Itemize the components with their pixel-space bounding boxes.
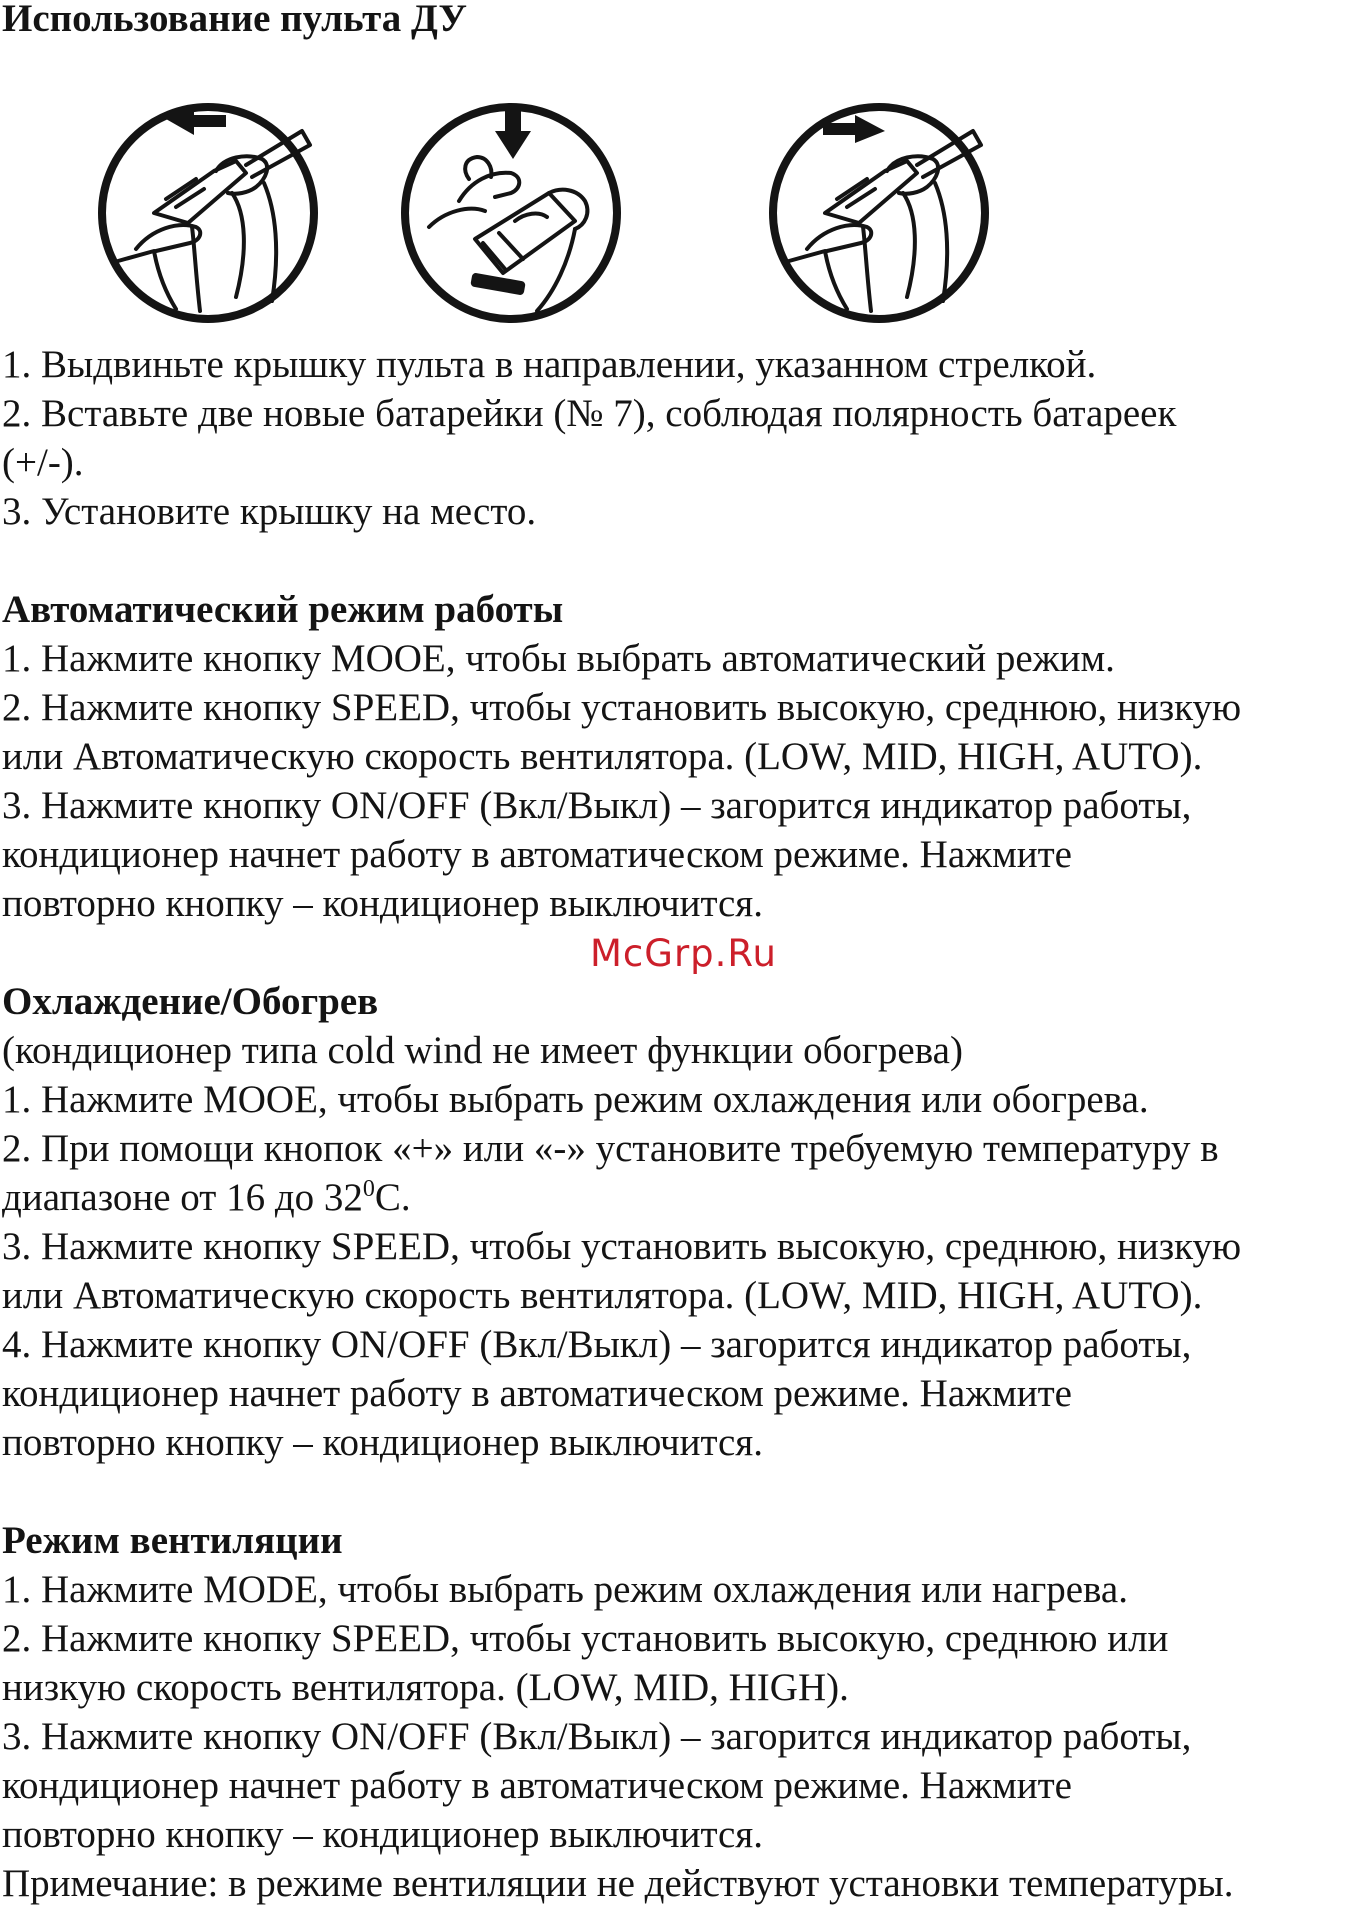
cooling-line: или Автоматическую скорость вентилятора. (LOW, MID, HIGH, AUTO). xyxy=(2,1274,1203,1317)
cooling-line: повторно кнопку – кондиционер выключится. xyxy=(2,1421,763,1464)
cooling-note: (кондиционер типа cold wind не имеет функции обогрева) xyxy=(2,1029,963,1072)
slide-cover-back-icon xyxy=(767,101,991,325)
watermark: McGrp.Ru xyxy=(590,932,777,975)
insert-batteries-icon xyxy=(399,101,623,325)
fan-line: низкую скорость вентилятора. (LOW, MID, HIGH). xyxy=(2,1666,849,1709)
range-text: диапазоне от 16 до 32 xyxy=(2,1176,363,1219)
auto-line: 3. Нажмите кнопку ON/OFF (Вкл/Выкл) – загорится индикатор работы, xyxy=(2,784,1192,827)
remote-step: 2. Вставьте две новые батарейки (№ 7), соблюдая полярность батареек xyxy=(2,392,1177,435)
fan-line: 2. Нажмите кнопку SPEED, чтобы установить высокую, среднюю или xyxy=(2,1617,1169,1660)
section-heading-fan: Режим вентиляции xyxy=(2,1519,343,1562)
fan-line: повторно кнопку – кондиционер выключится. xyxy=(2,1813,763,1856)
auto-line: 2. Нажмите кнопку SPEED, чтобы установить высокую, среднюю, низкую xyxy=(2,686,1242,729)
remote-step: 1. Выдвиньте крышку пульта в направлении, указанном стрелкой. xyxy=(2,343,1097,386)
remote-step: 3. Установите крышку на место. xyxy=(2,490,537,533)
remote-step: (+/-). xyxy=(2,441,84,484)
section-heading-auto: Автоматический режим работы xyxy=(2,588,564,631)
unit-text: С. xyxy=(374,1176,411,1219)
cooling-line: 2. При помощи кнопок «+» или «-» установите требуемую температуру в xyxy=(2,1127,1219,1170)
degree-sup: 0 xyxy=(362,1176,375,1202)
fan-line: кондиционер начнет работу в автоматическом режиме. Нажмите xyxy=(2,1764,1072,1807)
cooling-line: кондиционер начнет работу в автоматическом режиме. Нажмите xyxy=(2,1372,1072,1415)
section-heading-remote: Использование пульта ДУ xyxy=(2,0,467,40)
temperature-range-line xyxy=(2,1173,411,1222)
auto-line: кондиционер начнет работу в автоматическом режиме. Нажмите xyxy=(2,833,1072,876)
cooling-line: 1. Нажмите МООЕ, чтобы выбрать режим охлаждения или обогрева. xyxy=(2,1078,1149,1121)
fan-note: Примечание: в режиме вентиляции не действуют установки температуры. xyxy=(2,1862,1234,1905)
auto-line: повторно кнопку – кондиционер выключится. xyxy=(2,882,763,925)
cooling-line: 4. Нажмите кнопку ON/OFF (Вкл/Выкл) – загорится индикатор работы, xyxy=(2,1323,1192,1366)
fan-line: 3. Нажмите кнопку ON/OFF (Вкл/Выкл) – загорится индикатор работы, xyxy=(2,1715,1192,1758)
slide-cover-out-icon xyxy=(96,101,320,325)
auto-line: 1. Нажмите кнопку МООЕ, чтобы выбрать автоматический режим. xyxy=(2,637,1115,680)
section-heading-cooling: Охлаждение/Обогрев xyxy=(2,980,379,1023)
fan-line: 1. Нажмите MODE, чтобы выбрать режим охлаждения или нагрева. xyxy=(2,1568,1128,1611)
cooling-line: 3. Нажмите кнопку SPEED, чтобы установить высокую, среднюю, низкую xyxy=(2,1225,1242,1268)
auto-line: или Автоматическую скорость вентилятора. (LOW, MID, HIGH, AUTO). xyxy=(2,735,1203,778)
